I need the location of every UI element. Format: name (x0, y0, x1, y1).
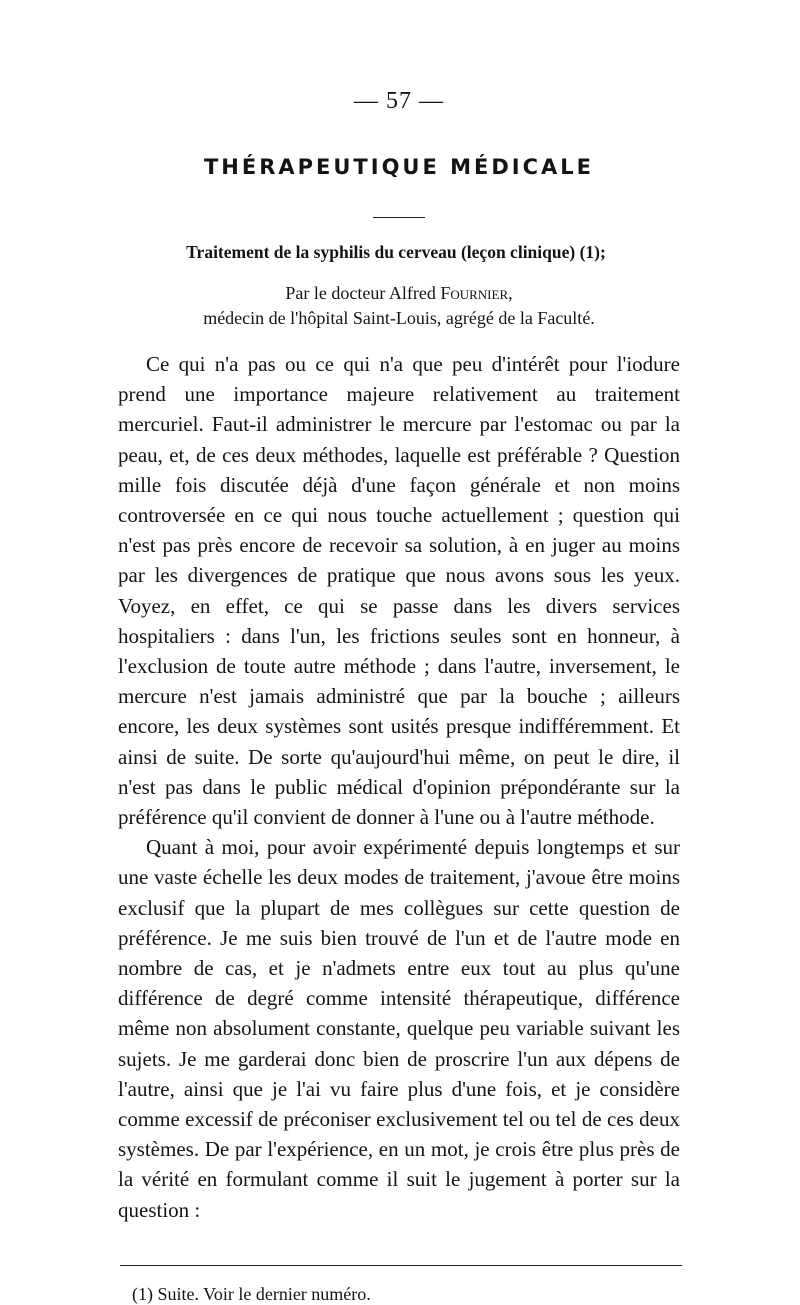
article-title: Traitement de la syphilis du cerveau (leçon clinique) (1); (186, 242, 606, 262)
section-title: THÉRAPEUTIQUE MÉDICALE (203, 155, 595, 179)
page-number: — 57 — (354, 88, 444, 114)
author-affiliation: médecin de l'hôpital Saint-Louis, agrégé de la Faculté. (203, 308, 595, 328)
paragraph-1: Ce qui n'a pas ou ce qui n'a que peu d'intérêt pour l'iodure prend une importance majeure relativement au traitement mercuriel. Faut-il administrer le mercure par l'estomac ou par la peau, et, de ces deux méthodes, laquelle est préférable ? Question mille fois discutée déjà d'une façon générale et non moins controversée en ce qui nous touche actuellement ; question qui n'est pas près encore de recevoir sa solution, à en juger au moins par les divergences de pratique que nous avons sous les yeux. Voyez, en effet, ce qui se passe dans les divers services hospitaliers : dans l'un, les frictions seules sont en honneur, à l'exclusion de toute autre méthode ; dans l'autre, inversement, le mercure n'est jamais administré que par la bouche ; ailleurs encore, les deux systèmes sont usités presque indifféremment. Et ainsi de suite. De sorte qu'aujourd'hui même, on peut le dire, il n'est pas dans le public médical d'opinion prépondérante sur la préférence qu'il convient de donner à l'une ou à l'autre méthode. (118, 352, 680, 830)
paragraph-2: Quant à moi, pour avoir expérimenté depuis longtemps et sur une vaste échelle les deux modes de traitement, j'avoue être moins exclusif que la plupart de mes collègues sur cette question de préférence. Je me suis bien trouvé de l'un et de l'autre mode en nombre de cas, et je n'admets entre eux tout au plus qu'une différence de degré comme intensité thérapeutique, différence même non absolument constante, quelque peu variable suivant les sujets. Je me garderai donc bien de proscrire l'un aux dépens de l'autre, ainsi que je l'ai vu faire plus d'une fois, et je considère comme excessif de préconiser exclusivement tel ou tel de ces deux systèmes. De par l'expérience, en un mot, je crois être plus près de la vérité en formulant comme il suit le jugement à porter sur la question : (118, 835, 680, 1222)
title-divider (373, 217, 425, 218)
footnote: (1) Suite. Voir le dernier numéro. (132, 1283, 371, 1304)
byline-prefix: Par le docteur Alfred (285, 283, 441, 303)
article-body (118, 349, 680, 1225)
author-name: Fournier, (440, 283, 513, 303)
footnote-divider (120, 1265, 682, 1266)
byline (118, 281, 680, 306)
